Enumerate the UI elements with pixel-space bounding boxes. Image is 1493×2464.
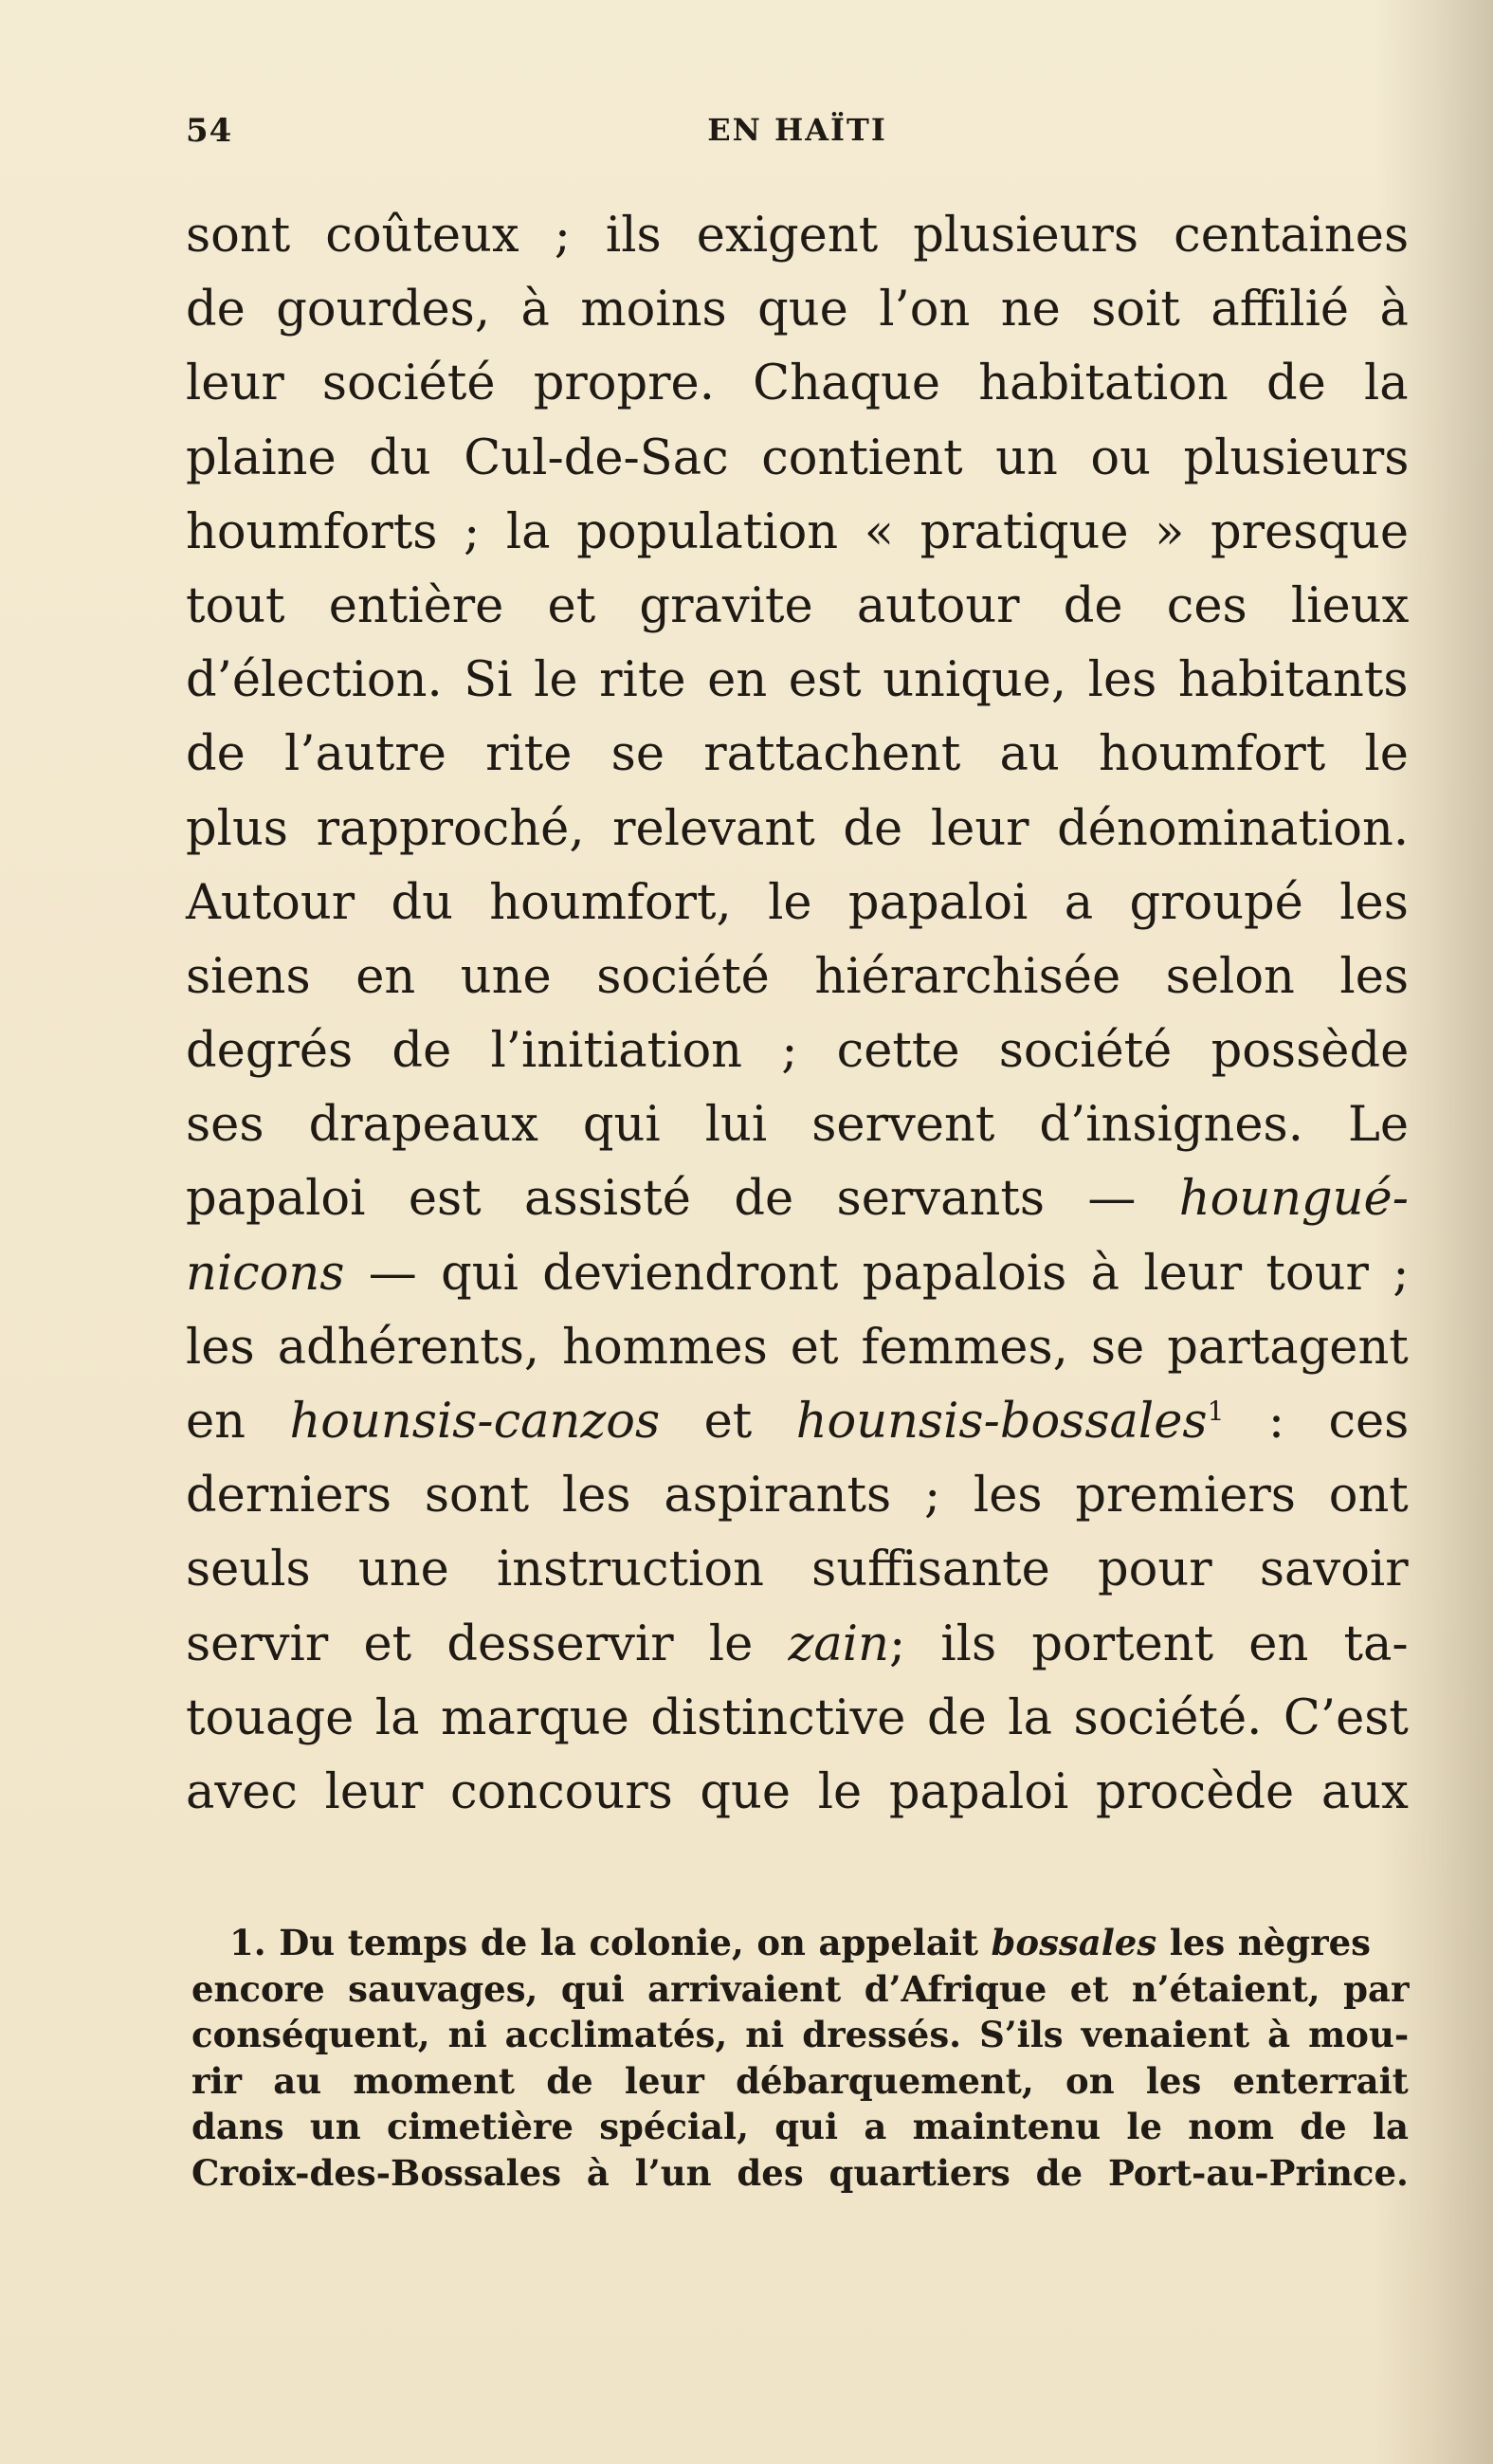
text-run: : ces	[1267, 1394, 1410, 1450]
text-line: plus rapproché, relevant de leur dénomination.	[186, 800, 1410, 857]
text-line: seuls une instruction suffisante pour savoir	[186, 1542, 1409, 1598]
text-line: degrés de l’initiation ; cette société possède	[186, 1023, 1410, 1080]
text-run: les nègres	[1169, 1922, 1371, 1963]
italic-term: zain	[788, 1615, 889, 1672]
text-line: Autour du houmfort, le papaloi a groupé les	[186, 874, 1409, 931]
footnote-marker: 1	[1207, 1396, 1225, 1427]
text-line: avec leur concours que le papaloi procède aux	[186, 1763, 1409, 1820]
text-line	[186, 1385, 1409, 1459]
footnote	[191, 1920, 1409, 2196]
text-run: 1. Du temps de la colonie, on appelait	[229, 1922, 978, 1963]
text-line: derniers sont les aspirants ; les premiers ont	[186, 1468, 1409, 1524]
text-line: siens en une société hiérarchisée selon les	[186, 948, 1410, 1005]
page-header	[186, 112, 1409, 159]
italic-term: houngué-	[1178, 1171, 1409, 1228]
footnote-line: Croix-des-Bossales à l’un des quartiers de Port-au-Prince.	[191, 2151, 1409, 2194]
text-line: les adhérents, hommes et femmes, se partagent	[186, 1319, 1409, 1376]
text-line	[186, 1237, 1409, 1311]
text-run: — qui deviendront papalois à leur tour ;	[368, 1245, 1410, 1302]
text-line	[186, 1162, 1409, 1236]
text-run: servir et desservir le	[186, 1615, 754, 1672]
italic-term: bossales	[991, 1922, 1157, 1963]
text-line: houmforts ; la population « pratique » presque	[186, 503, 1410, 560]
text-line	[186, 1608, 1409, 1682]
page-number: 54	[186, 112, 233, 150]
text-line: tout entière et gravite autour de ces lieux	[186, 577, 1410, 634]
footnote-line: conséquent, ni acclimatés, ni dressés. S’ils venaient à mou-	[191, 2014, 1410, 2055]
text-line: d’élection. Si le rite en est unique, les habitants	[186, 652, 1409, 709]
text-run: papaloi est assisté de servants —	[186, 1171, 1137, 1228]
running-title: EN HAÏTI	[707, 112, 887, 148]
footnote-line: encore sauvages, qui arrivaient d’Afrique et n’étaient, par	[191, 1967, 1410, 2010]
text-line: ses drapeaux qui lui servent d’insignes. Le	[186, 1097, 1409, 1154]
footnote-line: dans un cimetière spécial, qui a maintenu le nom de la	[191, 2106, 1410, 2147]
text-line: plaine du Cul-de-Sac contient un ou plusieurs	[186, 429, 1410, 486]
text-line: leur société propre. Chaque habitation de la	[186, 356, 1409, 412]
text-line: de gourdes, à moins que l’on ne soit affilié à	[186, 282, 1409, 338]
italic-term: hounsis-bossales	[795, 1394, 1208, 1450]
text-line: de l’autre rite se rattachent au houmfort le	[186, 726, 1409, 783]
text-line: touage la marque distinctive de la société. C’est	[186, 1689, 1409, 1746]
text-run: en	[186, 1394, 246, 1450]
footnote-line	[191, 1920, 1409, 1966]
text-run: et	[703, 1394, 753, 1450]
text-run: ; ils portent en ta-	[888, 1615, 1409, 1672]
text-line: sont coûteux ; ils exigent plusieurs centaines	[186, 208, 1410, 264]
italic-term: nicons	[186, 1245, 345, 1302]
body-text	[186, 199, 1409, 1830]
italic-term: hounsis-canzos	[289, 1394, 661, 1450]
footnote-line: rir au moment de leur débarquement, on les enterrait	[191, 2059, 1409, 2102]
